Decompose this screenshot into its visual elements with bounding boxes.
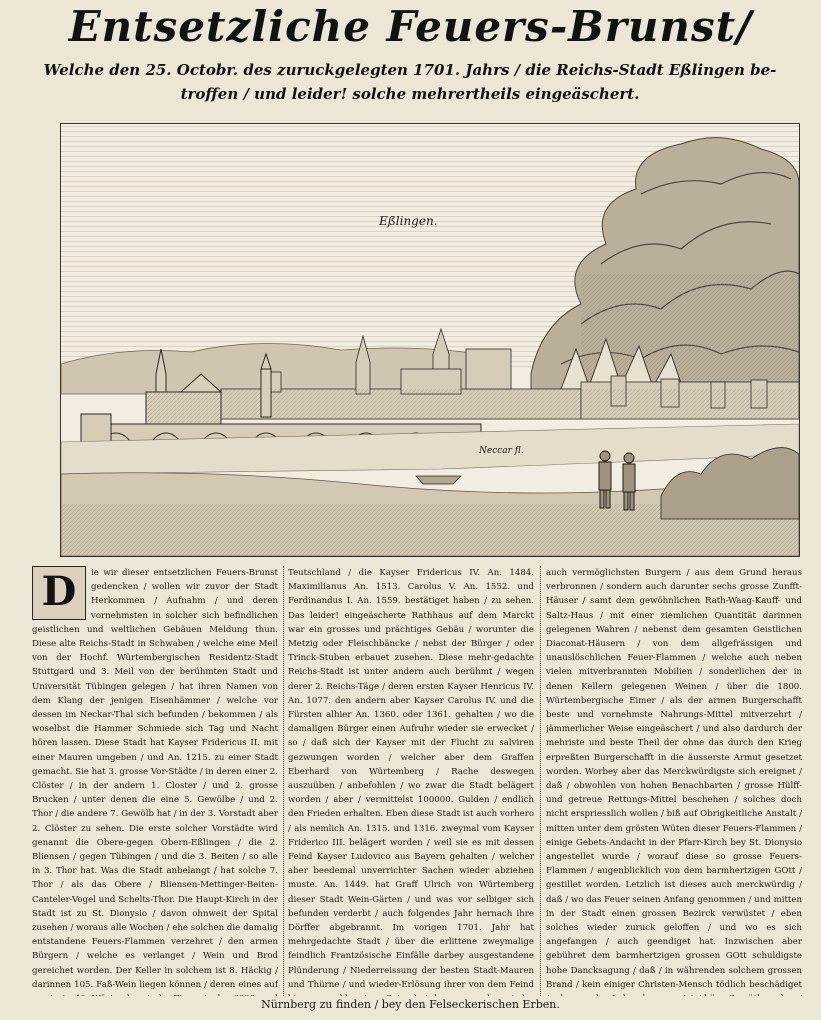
column-1-text: ie wir dieser entsetzlichen Feuers-Brunst gedencken / wollen wir zuvor der Stadt Herkommen / Aufnahm / und deren vornehmsten in solcher sich befindlichen geistlichen und weltlichen Gebäuen Meldung thun. Diese alte Reichs-Stadt in Schwaben / welche eine Meil von der Hochf. Würtembergischen Residentz-Stadt Stuttgard und 3. Meil von der berühmten Stadt und Universität Tübingen gelegen / hat ihren Namen von dem Klang der jenigen Eisenhämmer / welche vor dessen im Neckar-Thal sich befunden / bekommen / als woselbst die Hammer Schmiede sich Tag und Nacht hören lassen. Diese Stadt hat Kayser Fridericus II. mit einer Mauren umgeben / und An. 1215. zu einer Stadt gemacht. Sie hat 3. grosse Vor-Städte / in deren einer 2. Clöster / in der andern 1. Closter / und 2. grosse Brucken / unter denen die eine 5. Gewölbe / und 2. Thor / die andere 7. Gewölb hat / in der 3. Vorstadt aber 2. Clöster zu sehen. Die erste solcher Vorstädte wird genannt die Obere-gegen Obern-Eßlingen / die 2. Bliensen / gegen Tübingen / und die 3. Beiten / so alle in 3. Thor hat. Was die Stadt anbelangt / hat solche 7. Thor / als das Obere / Bliensen-Mettinger-Beiten-Canteler-Vogel und Schelts-Thor. Die Haupt-Kirch in der Stadt ist zu St. Dionysio / davon ohnweit der Spital zusehen / woraus alle Wochen / ehe solchen die damalig entstandene Feuers-Flammen verzehret / den armen Bürgern / welche es verlanget / Wein und Brod gereichet worden. Der Keller in solchem ist 8. Häckig / darinnen 105. Faß-Wein liegen können / deren eines auf	[32, 568, 278, 990]
engraving-plate	[60, 123, 800, 557]
decorated-initial: D	[32, 566, 86, 620]
text-column-2	[288, 566, 534, 996]
page-subtitle	[30, 58, 790, 106]
engraving-illustration	[61, 124, 799, 556]
printer-imprint: Nürnberg zu finden / bey den Felseckerischen Erben.	[261, 998, 560, 1011]
article-body	[32, 566, 802, 996]
city-label: Eßlingen.	[379, 214, 438, 228]
boat	[416, 476, 461, 484]
subtitle-line-1: Welche den 25. Octobr. des zuruckgelegten 1701. Jahrs / die Reichs-Stadt Eßlingen be-	[43, 61, 777, 79]
subtitle-line-2: troffen / und leider! solche mehrertheils eingeäschert.	[180, 85, 640, 103]
column-divider	[540, 566, 541, 996]
column-2-text: Teutschland / die Kayser Fridericus IV. An. 1484. Maximilianus An. 1513. Carolus V. An. 1552. und Ferdinandus I. An. 1559. bestätiget haben / zu sehen. Das leider! eingeäscherte Rathhaus auf dem Marckt war ein grosses und prächtiges Gebäu / worunter die Metzig oder Fleischbäncke / nebst der Bürger / oder Trinck-Stuben erbauet zusehen. Diese mehr-gedachte Reichs-Stadt ist unter andern auch berühmt / wegen derer 2. Reichs-Täge / deren ersten Kayser Henricus IV. An. 1077. den andern aber Kayser Carolus IV. und die Fürsten alhier An. 1360. oder 1361. gehalten / wo die damaligen Bürger einen Aufruhr wieder sie erwecket / so / daß sich der Kayser mit der Flucht zu salviren gezwungen worden / welcher aber dem Graffen Eberhard von Würtemberg / Rache deswegen auszuüben / anbefohlen / wo zwar die Stadt belägert worden / aber / vermittelst 100000. Gulden / endlich den Frieden erhalten. Eben diese Stadt ist auch vorhero / als nemlich An. 1315. und 1316. zweymal vom Kayser Friderico III. belägert worden / weil sie es mit dessen Feind Kayser Ludovico aus Bayern gehalten / welcher aber beedemal unverrichter Sachen wieder abziehen muste. An. 1449. hat Graff Ulrich von Würtemberg dieser Stadt Wein-Gärten / und was vor selbiger sich befunden verderbt / auch folgendes Jahr hernach ihre Dörffer abgebrannt. Im vorigen 1701. Jahr hat mehrgedachte Stadt / über die erlittene zweymalige feindlich Frantzösische Einfälle darbey ausgestandene Plünderung / Niederreissung der besten Stadt-Mauren und Thürne / und wieder-Erlösung ihrer von dem Feind	[288, 568, 534, 990]
text-column-3	[546, 566, 802, 996]
column-divider	[283, 566, 284, 996]
text-column-1	[32, 566, 278, 996]
column-3-text: auch vermöglichsten Burgern / aus dem Grund heraus verbronnen / sondern auch darunter sechs grosse Zunfft-Häuser / samt dem gewöhnlichen Rath-Waag-Kauff- und Saltz-Haus / mit einer ziemlichen Quantität darinnen gelegenen Wahren / nebenst dem gesamten Geistlichen Diaconat-Häusern / von dem allgefrässigen und unauslöschlichen Feuer-Flammen / welche auch neben vielen mitverbrannten Mobilien / sonderlichen der in denen Kellern gelegenen Weinen / über die 1800. Würtembergische Eimer / als der armen Burgerschafft beste und vornehmste Nahrungs-Mittel mitverzehrt / jämmerlicher Weise eingeäschert / und also dardurch der mehriste und beste Theil der ohne das durch den Krieg erpreßten Burgerschafft in die äusserste Armut gesetzet worden. Worbey aber das Merckwürdigste sich ereignet / daß / obwohlen von hohen Benachbarten / grosse Hülff- und getreue Rettungs-Mittel beschehen / solches doch nicht erspriesslich wollen / biß auf Obrigkeitliche Anstalt / mitten unter dem grösten Wüten dieser Feuers-Flammen / einige Gebets-Andacht in der Pfarr-Kirch bey St. Dionysio angestellet wurde / worauf diese so grosse Feuers-Flammen / augenblicklich von dem barmhertzigen GOtt / gestillet worden. Letzlich ist dieses auch merckwürdig / daß / wo das Feuer seinen Anfang genommen / und mitten in der Stadt einen grossen Bezirck verwüstet / eben solches wieder zuruck geloffen / und wo es sich angefangen / auch geendiget hat. Inzwischen aber gebühret dem barmhertzigen grossen GOtt schuldigste hohe Dancksagung / daß / in währenden solchem grossen Brand / kein einiger Christen-Mensch tödlich beschädiget	[546, 568, 802, 990]
page-title: Entsetzliche Feuers-Brunst/	[68, 2, 753, 51]
river-label: Neccar fl.	[479, 446, 524, 456]
